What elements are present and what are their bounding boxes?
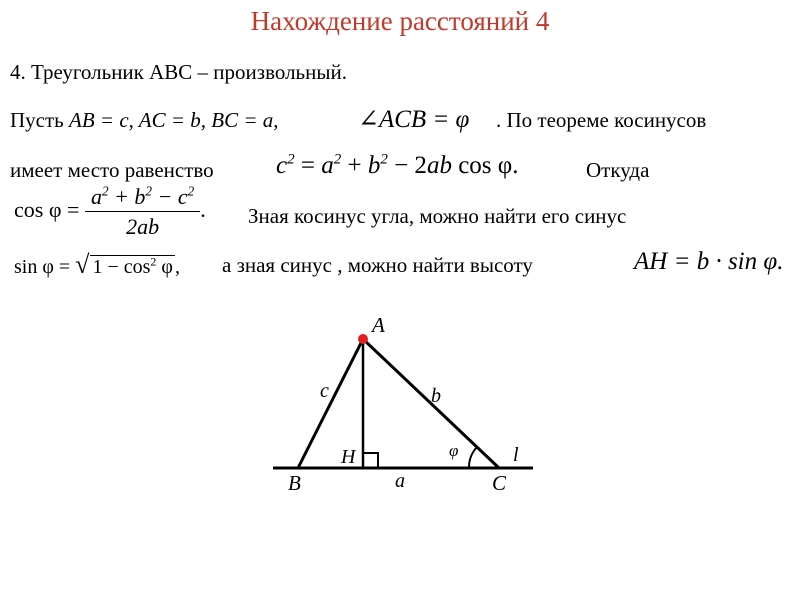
cos-dot: . bbox=[200, 197, 206, 223]
sin-formula: sin φ = √ $1 - \cos^2 \varphi$ , bbox=[14, 250, 180, 279]
label-a-side: a bbox=[395, 470, 405, 492]
cos-denominator: 2ab bbox=[126, 214, 160, 239]
label-b-side: b bbox=[431, 385, 441, 407]
label-c-vertex: C bbox=[492, 471, 507, 495]
sin-lhs: sin φ = bbox=[14, 256, 71, 278]
label-c-side: c bbox=[320, 380, 329, 402]
page-title: Нахождение расстояний 4 bbox=[250, 6, 550, 36]
angle-phi-arc bbox=[469, 447, 477, 468]
problem-statement: 4. Треугольник ABC – произвольный. bbox=[10, 60, 347, 84]
height-formula: AH = b · sin φ. bbox=[634, 248, 784, 275]
cos-numerator: $a^2 + b^2 - c^2$ bbox=[85, 184, 200, 212]
sin-radicand: $1 - \cos^2 \varphi$ bbox=[92, 254, 173, 278]
given-sides: AB = c, AC = b, BC = a, bbox=[69, 108, 279, 132]
label-l: l bbox=[513, 444, 519, 466]
cosine-law-formula: $c^2 = a^2 + b^2 - 2ab$ cos φ. bbox=[276, 151, 519, 179]
angle-formula: ∠ACB = φ bbox=[358, 106, 470, 133]
cos-to-sin-text: Зная косинус угла, можно найти его синус bbox=[248, 204, 627, 228]
label-phi: φ bbox=[449, 441, 459, 460]
right-angle-mark bbox=[363, 453, 378, 468]
cos-lhs: cos φ = bbox=[14, 197, 80, 223]
label-a-vertex: A bbox=[372, 313, 385, 337]
given-prefix: Пусть bbox=[10, 108, 64, 132]
label-b-vertex: B bbox=[288, 471, 301, 495]
sin-comma: , bbox=[174, 256, 180, 278]
label-h: H bbox=[341, 446, 356, 468]
point-a bbox=[358, 334, 368, 344]
whence-text: Откуда bbox=[586, 158, 650, 182]
height-text: а зная синус , можно найти высоту bbox=[222, 253, 533, 277]
equality-prefix: имеет место равенство bbox=[10, 158, 214, 182]
cosine-theorem-text: . По теореме косинусов bbox=[496, 108, 707, 132]
